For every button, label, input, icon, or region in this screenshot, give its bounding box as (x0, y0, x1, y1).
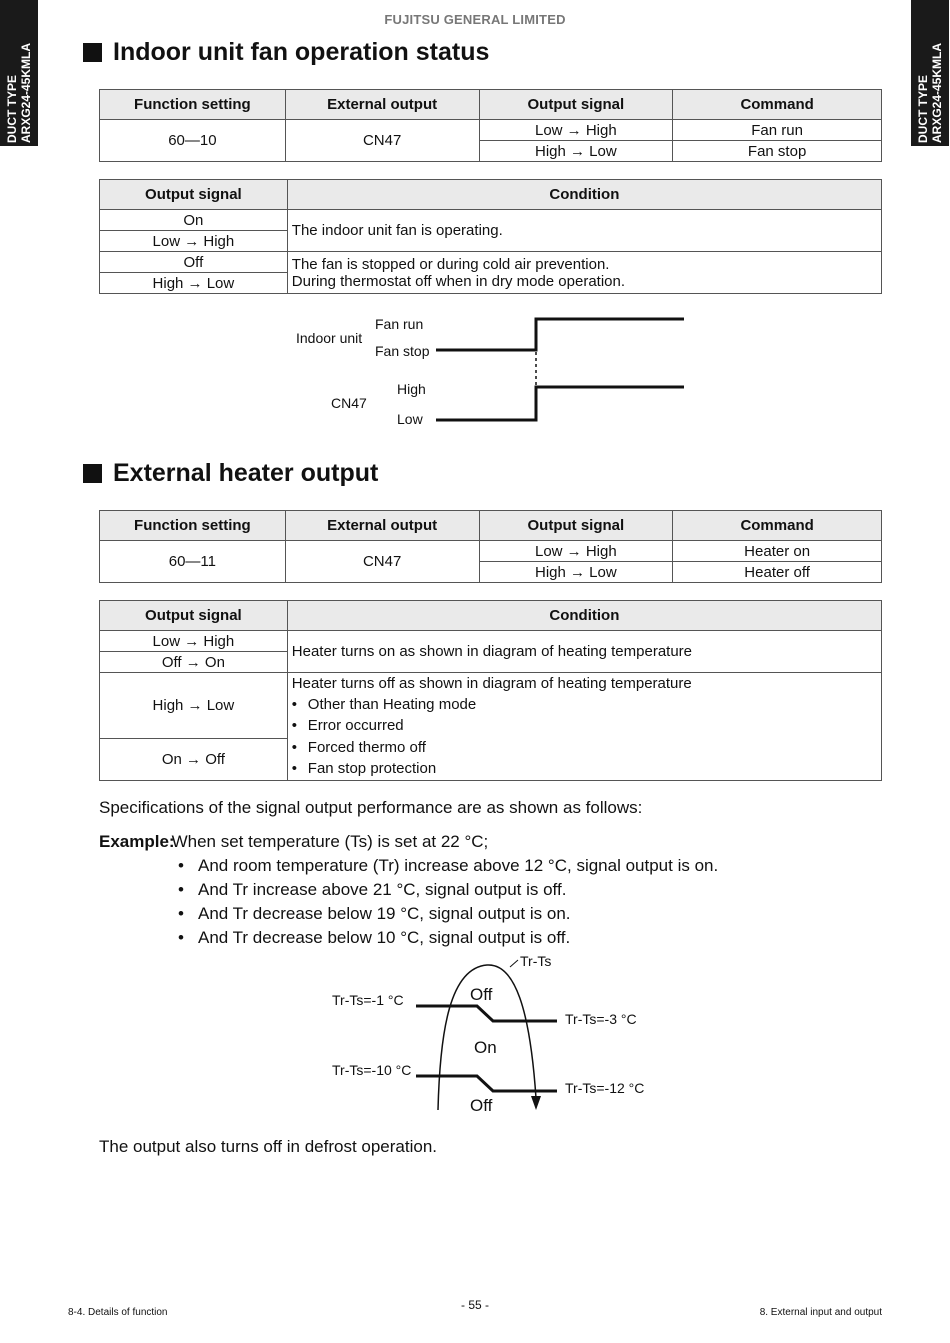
list-item: • And Tr decrease below 10 °C, signal output is off. (178, 928, 571, 947)
condition-on-cell: Heater turns on as shown in diagram of heating temperature (287, 631, 881, 673)
header-output-signal: Output signal (100, 601, 288, 631)
output-signal-cell: High → Low (479, 562, 673, 583)
closing-note: The output also turns off in defrost operation. (99, 1137, 438, 1156)
signal-cell: High → Low (100, 273, 288, 294)
signal-cell: On → Off (100, 739, 288, 781)
external-output-value: CN47 (285, 120, 479, 162)
side-tab-line1: DUCT TYPE (916, 74, 930, 143)
threshold-label: Tr-Ts=-10 °C (332, 1062, 412, 1078)
company-header: FUJITSU GENERAL LIMITED (384, 12, 566, 27)
list-item: • And room temperature (Tr) increase above 12 °C, signal output is on. (178, 856, 719, 875)
signal-cell: Low → High (100, 231, 288, 252)
list-item: • Fan stop protection (291, 760, 437, 777)
side-tab-line1: DUCT TYPE (5, 74, 19, 143)
output-signal-cell: Low → High (479, 120, 673, 141)
header-condition: Condition (287, 180, 881, 210)
section-title-text: Indoor unit fan operation status (113, 38, 490, 66)
list-item: • Other than Heating mode (291, 695, 477, 713)
signal-cell: High → Low (100, 673, 288, 739)
spec-intro: Specifications of the signal output performance are as shown as follows: (99, 798, 643, 817)
header-output-signal: Output signal (100, 180, 288, 210)
header-command: Command (673, 90, 882, 120)
function-setting-value: 60—10 (100, 120, 286, 162)
cn47-label: CN47 (331, 395, 367, 411)
command-cell: Heater on (673, 541, 882, 562)
footer-left: 8-4. Details of function (68, 1307, 168, 1318)
off-top-label: Off (470, 985, 493, 1004)
external-output-value: CN47 (285, 541, 479, 583)
condition-on-cell: The indoor unit fan is operating. (287, 210, 881, 252)
threshold-label: Tr-Ts=-3 °C (565, 1011, 637, 1027)
fan-run-label: Fan run (375, 316, 424, 332)
footer-right: 8. External input and output (759, 1307, 882, 1318)
tr-ts-leader (510, 960, 518, 967)
page-number: - 55 - (460, 1298, 489, 1312)
condition-off-line: During thermostat off when in dry mode operation. (291, 272, 626, 290)
output-signal-cell: Low → High (479, 541, 673, 562)
list-item: • Forced thermo off (291, 738, 426, 756)
command-cell: Fan stop (673, 141, 882, 162)
list-item: • And Tr increase above 21 °C, signal output is off. (178, 880, 567, 899)
threshold-label: Tr-Ts=-1 °C (332, 992, 404, 1008)
upper-threshold-line (416, 1006, 557, 1021)
header-command: Command (673, 511, 882, 541)
low-label: Low (397, 411, 423, 427)
signal-cell: Off (100, 252, 288, 273)
signal-cell: Low → High (100, 631, 288, 652)
high-label: High (397, 381, 426, 397)
header-function-setting: Function setting (100, 90, 286, 120)
command-cell: Heater off (673, 562, 882, 583)
header-output-signal: Output signal (479, 511, 673, 541)
on-label: On (474, 1038, 497, 1057)
condition-off-line: The fan is stopped or during cold air prevention. (291, 255, 610, 273)
list-item: • Error occurred (291, 717, 404, 734)
side-tab-line2: ARXG24-45KMLA (930, 42, 944, 143)
function-setting-value: 60—11 (100, 541, 286, 583)
tr-ts-label: Tr-Ts (520, 953, 552, 969)
list-item: • And Tr decrease below 19 °C, signal output is on. (178, 904, 571, 923)
fan-stop-label: Fan stop (375, 343, 430, 359)
indoor-unit-label: Indoor unit (296, 330, 363, 346)
header-condition: Condition (287, 601, 881, 631)
condition-off-title: Heater turns off as shown in diagram of heating temperature (291, 674, 692, 692)
signal-cell: Off → On (100, 652, 288, 673)
header-function-setting: Function setting (100, 511, 286, 541)
header-output-signal: Output signal (479, 90, 673, 120)
section-title-text: External heater output (113, 459, 379, 487)
off-bottom-label: Off (470, 1096, 493, 1115)
signal-cell: On (100, 210, 288, 231)
example-text: When set temperature (Ts) is set at 22 °C; (171, 832, 489, 851)
example-label: Example: (99, 832, 175, 851)
arrow-head-icon (531, 1096, 541, 1110)
command-cell: Fan run (673, 120, 882, 141)
side-tab-line2: ARXG24-45KMLA (19, 42, 33, 143)
output-signal-cell: High → Low (479, 141, 673, 162)
threshold-label: Tr-Ts=-12 °C (565, 1080, 645, 1096)
header-external-output: External output (285, 511, 479, 541)
header-external-output: External output (285, 90, 479, 120)
